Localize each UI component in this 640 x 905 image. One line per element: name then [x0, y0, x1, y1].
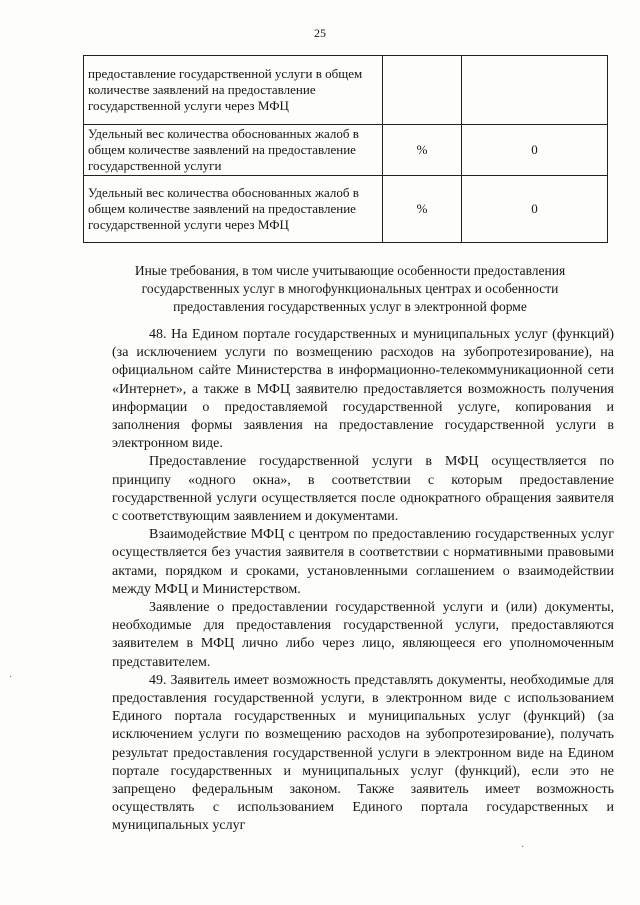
section-heading: Иные требования, в том числе учитывающие особенности предоставления государственных услуг в многофункциональных центрах и особенности предоставления государственных услуг в электронной форме [134, 263, 566, 314]
page-number: 25 [314, 26, 326, 40]
paragraph-application: Заявление о предоставлении государственной услуги и (или) документы, необходимые для предоставления государственной услуги, предоставляются заявителем в МФЦ лично либо через лицо, являющееся его уполномоченным представителем. [112, 600, 614, 670]
unit-cell: % [383, 125, 462, 176]
table-row [84, 125, 608, 176]
value-cell [462, 56, 608, 125]
value-cell: 0 [462, 125, 608, 176]
unit-cell [383, 56, 462, 125]
scan-speck: · [521, 842, 525, 853]
table-row [84, 56, 608, 125]
indicators-table [83, 55, 608, 243]
unit-cell: % [383, 176, 462, 243]
paragraph-one-window: Предоставление государственной услуги в МФЦ осуществляется по принципу «одного окна», в соответствии с которым предоставление государственной услуги осуществляется после однократного обращения заявителя с соответствующим заявлением и документами. [112, 454, 614, 525]
indicator-name-cell: Удельный вес количества обоснованных жалоб в общем количестве заявлений на предоставление государственной услуги [84, 125, 383, 176]
table-row [84, 176, 608, 243]
paragraph-49: 49. Заявитель имеет возможность представлять документы, необходимые для предоставления государственной услуги, в электронном виде с использованием Единого портала государственных и муниципальных услуг (функций) (за исключением услуги по возмещению расходов на зубопротезирование), получать результат предоставления государственной услуги в электронном виде на Едином портале государственных и муниципальных услуг (функций), если это не запрещено федеральным законом. Также заявитель имеет возможность осуществлять с использованием Единого портала государственных и муниципальных услуг [112, 672, 614, 834]
value-cell: 0 [462, 176, 608, 243]
indicator-name-cell: предоставление государственной услуги в общем количестве заявлений на предоставление государственной услуги через МФЦ [84, 56, 383, 125]
scan-speck: · [9, 672, 13, 683]
indicator-name-cell: Удельный вес количества обоснованных жалоб в общем количестве заявлений на предоставление государственной услуги через МФЦ [84, 176, 383, 243]
body-text [112, 326, 614, 836]
paragraph-48: 48. На Едином портале государственных и муниципальных услуг (функций) (за исключением услуги по возмещению расходов на зубопротезирование), на официальном сайте Министерства в информационно-телекоммуникационной сети «Интернет», а также в МФЦ заявителю предоставляется возможность получения информации о предоставляемой государственной услуге, копирования и заполнения формы заявления на предоставление государственной услуги в электронном виде. [112, 327, 614, 452]
paragraph-interaction: Взаимодействие МФЦ с центром по предоставлению государственных услуг осуществляется без участия заявителя в соответствии с нормативными правовыми актами, порядком и сроками, установленными соглашением о взаимодействии между МФЦ и Министерством. [112, 527, 614, 597]
